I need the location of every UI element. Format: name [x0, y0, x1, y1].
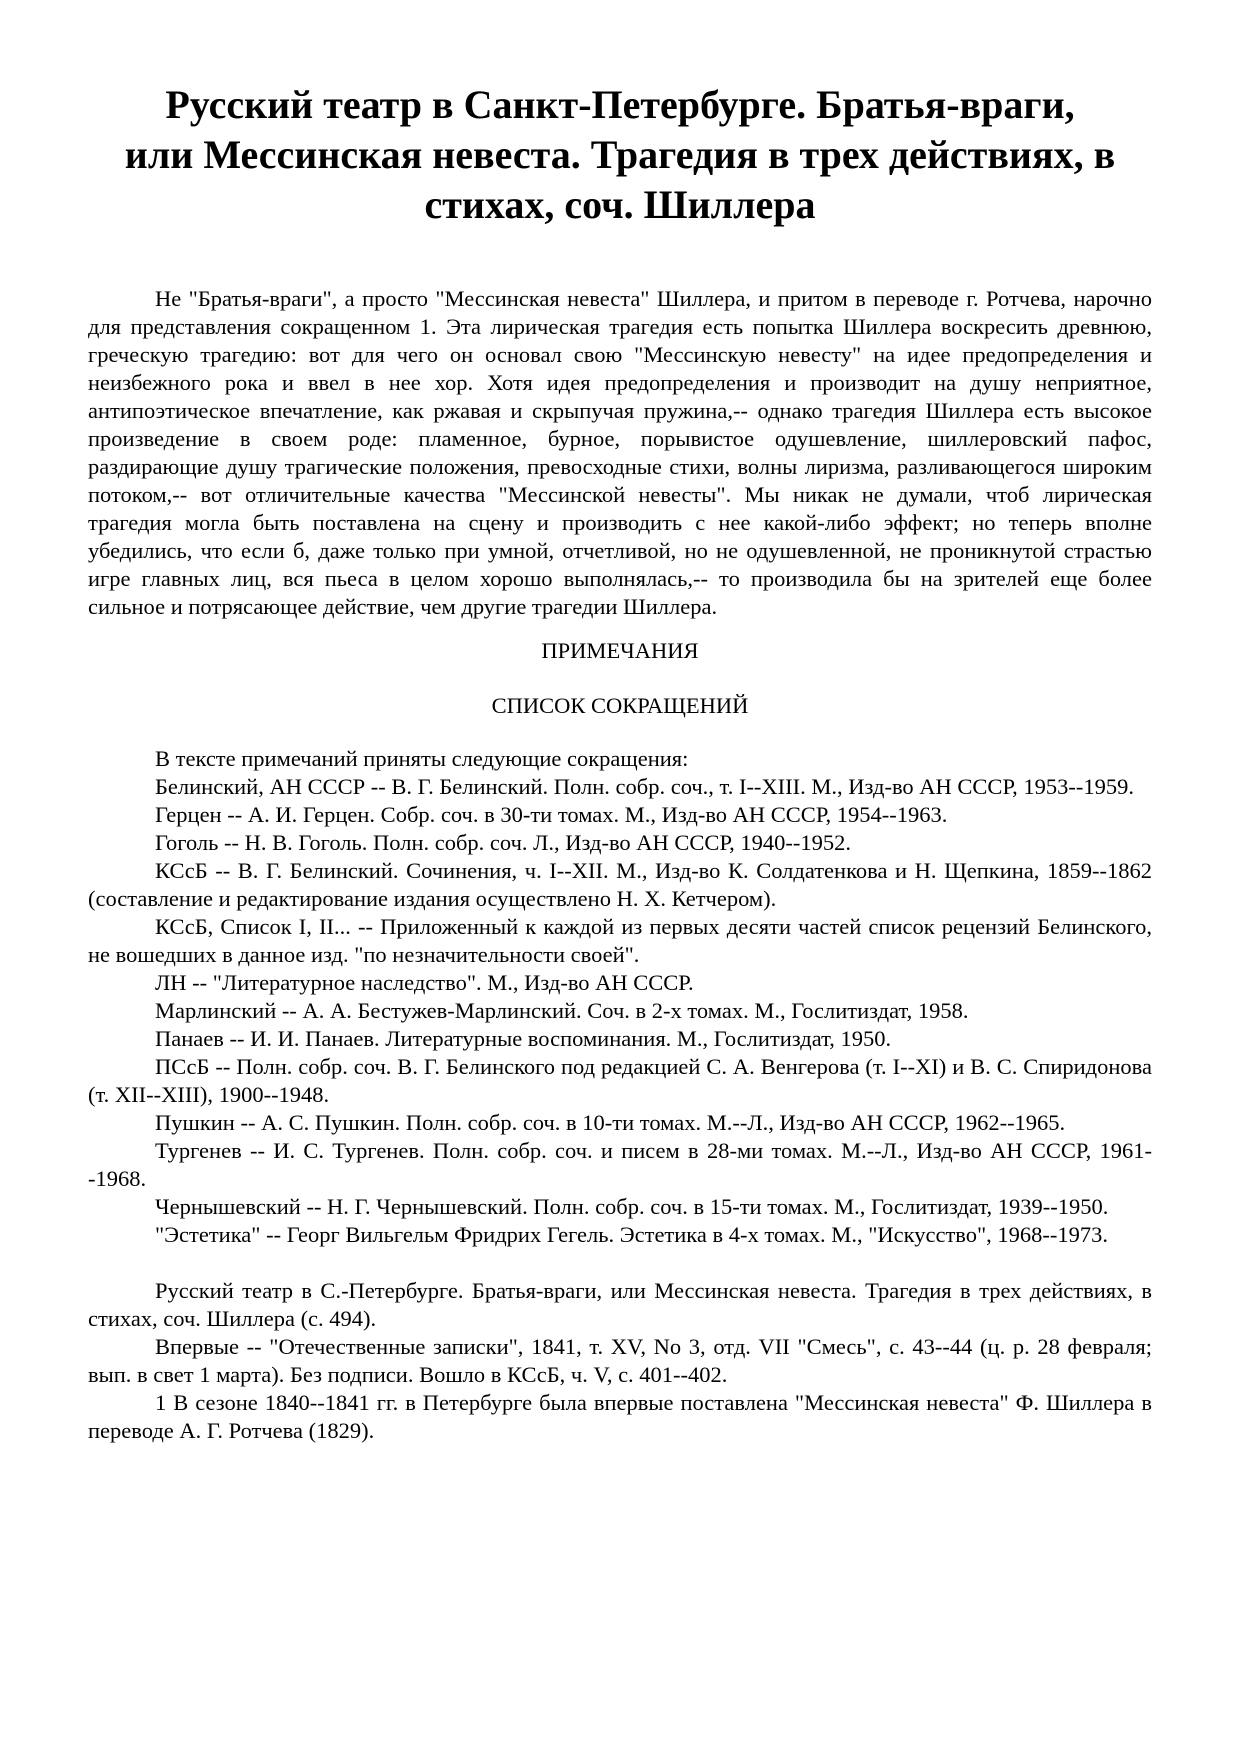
abbreviation-entry: "Эстетика" -- Георг Вильгельм Фридрих Гегель. Эстетика в 4-х томах. М., "Искусство", 1968--1973. — [155, 1222, 1109, 1247]
footnote-paragraph: 1 В сезоне 1840--1841 гг. в Петербурге была впервые поставлена "Мессинская невеста" Ф. Шиллера в переводе А. Г. Ротчева (1829). — [88, 1390, 1152, 1443]
abbreviation-entry: КСсБ -- В. Г. Белинский. Сочинения, ч. I--XII. М., Изд-во К. Солдатенкова и Н. Щепкина, 1859--1862 (составление и редактирование издания осуществлено Н. Х. Кетчером). — [88, 858, 1152, 911]
abbreviation-entry: Пушкин -- А. С. Пушкин. Полн. собр. соч. в 10-ти томах. М.--Л., Изд-во АН СССР, 1962--1965. — [155, 1110, 1066, 1135]
article-title — [88, 80, 1152, 230]
commentary-title-paragraph: Русский театр в С.-Петербурге. Братья-враги, или Мессинская невеста. Трагедия в трех действиях, в стихах, соч. Шиллера (с. 494). — [88, 1278, 1152, 1331]
abbreviation-entry: ЛН -- "Литературное наследство". М., Изд-во АН СССР. — [155, 970, 694, 995]
title-line: Русский театр в Санкт-Петербурге. Братья-враги, — [165, 82, 1075, 127]
abbreviations-intro: В тексте примечаний приняты следующие сокращения: — [155, 746, 689, 771]
abbreviation-entry: Герцен -- А. И. Герцен. Собр. соч. в 30-ти томах. М., Изд-во АН СССР, 1954--1963. — [155, 802, 948, 827]
abbreviation-entry: Марлинский -- А. А. Бестужев-Марлинский. Соч. в 2-х томах. М., Гослитиздат, 1958. — [155, 998, 969, 1023]
article-body-paragraph: Не "Братья-враги", а просто "Мессинская невеста" Шиллера, и притом в переводе г. Ротчева, нарочно для представления сокращенном 1. Эта лирическая трагедия есть попытка Шиллера воскресить древнюю, греческую трагедию: вот для чего он основал свою "Мессинскую невесту" на идее предопределения и неизбежного рока и ввел в нее хор. Хотя идея предопределения и производит на душу неприятное, антипоэтическое впечатление, как ржавая и скрыпучая пружина,-- однако трагедия Шиллера есть высокое произведение в своем роде: пламенное, бурное, порывистое одушевление, шиллеровский пафос, раздирающие душу трагические положения, превосходные стихи, волны лиризма, разливающегося широким потоком,-- вот отличительные качества "Мессинской невесты". Мы никак не думали, чтоб лирическая трагедия могла быть поставлена на сцену и производить с нее какой-либо эффект; но теперь вполне убедились, что если б, даже только при умной, отчетливой, но не одушевленной, не проникнутой страстью игре главных лиц, вся пьеса в целом хорошо выполнялась,-- то производила бы на зрителей еще более сильное и потрясающее действие, чем другие трагедии Шиллера. — [88, 286, 1152, 619]
abbreviation-entry: Белинский, АН СССР -- В. Г. Белинский. Полн. собр. соч., т. I--XIII. М., Изд-во АН СССР, 1953--1959. — [155, 774, 1135, 799]
abbreviations-list — [88, 745, 1152, 1249]
abbreviation-entry: Панаев -- И. И. Панаев. Литературные воспоминания. М., Гослитиздат, 1950. — [155, 1026, 892, 1051]
abbreviation-entry: Гоголь -- Н. В. Гоголь. Полн. собр. соч. Л., Изд-во АН СССР, 1940--1952. — [155, 830, 852, 855]
abbreviation-entry: ПСсБ -- Полн. собр. соч. В. Г. Белинского под редакцией С. А. Венгерова (т. I--XI) и В. С. Спиридонова (т. XII--XIII), 1900--1948. — [88, 1054, 1152, 1107]
abbreviation-entry: Тургенев -- И. С. Тургенев. Полн. собр. соч. и писем в 28-ми томах. М.--Л., Изд-во АН СССР, 1961--1968. — [88, 1138, 1152, 1191]
abbreviation-entry: Чернышевский -- Н. Г. Чернышевский. Полн. собр. соч. в 15-ти томах. М., Гослитиздат, 1939--1950. — [155, 1194, 1109, 1219]
title-line: стихах, соч. Шиллера — [424, 182, 816, 227]
section-spacer — [88, 1249, 1152, 1277]
title-line: или Мессинская невеста. Трагедия в трех действиях, в — [124, 132, 1116, 177]
notes-heading: ПРИМЕЧАНИЯ — [541, 638, 699, 663]
commentary-publication-paragraph: Впервые -- "Отечественные записки", 1841, т. XV, No 3, отд. VII "Смесь", с. 43--44 (ц. р. 28 февраля; вып. в свет 1 марта). Без подписи. Вошло в КСсБ, ч. V, с. 401--402. — [88, 1334, 1152, 1387]
abbreviation-entry: КСсБ, Список I, II... -- Приложенный к каждой из первых десяти частей список рецензий Белинского, не вошедших в данное изд. "по незначительности своей". — [88, 914, 1152, 967]
commentary-section — [88, 1277, 1152, 1445]
abbreviations-heading: СПИСОК СОКРАЩЕНИЙ — [491, 693, 749, 718]
